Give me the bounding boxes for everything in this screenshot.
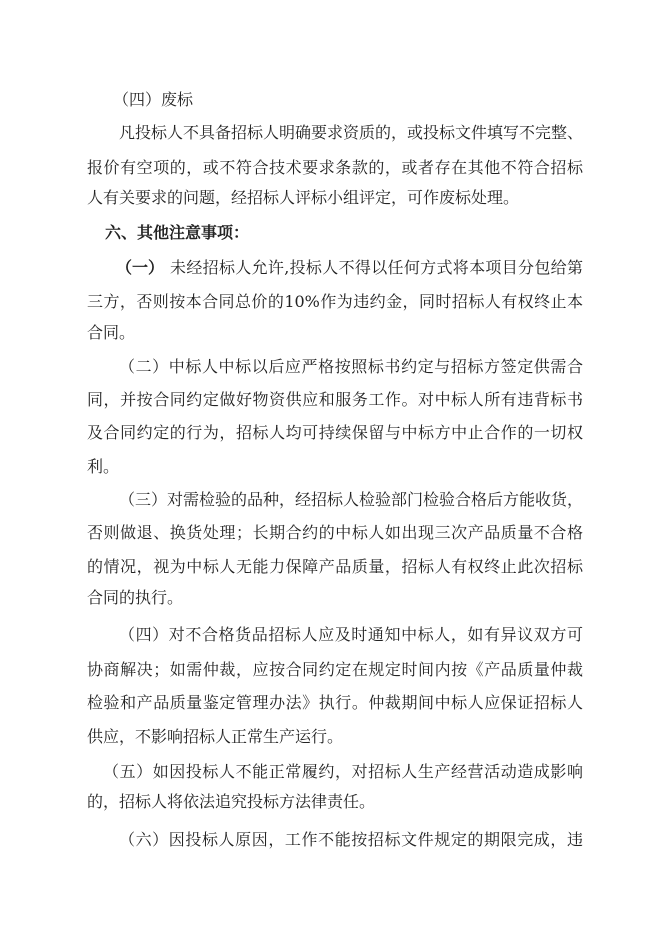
item-4-line: （四）对不合格货品招标人应及时通知中标人，如有异议双方可 [119,625,583,644]
item-1-line [116,258,583,278]
void-bid-body-line: 凡投标人不具备招标人明确要求资质的，或投标文件填写不完整、 [119,123,584,142]
section-six-heading-line: 六、其他注意事项： [105,223,250,242]
item-2-line: 同，并按合同约定做好物资供应和服务工作。对中标人所有违背标书 [87,390,583,409]
void-bid-body-line: 人有关要求的问题，经招标人评标小组评定，可作废标处理。 [87,188,520,207]
item-5-line: 的，招标人将依法追究投标方法律责任。 [87,792,376,811]
item-3-line: 否则做退、换货处理；长期合约的中标人如出现三次产品质量不合格 [87,523,583,542]
line-text: 未经招标人允许,投标人不得以任何方式将本项目分包给第 [170,258,583,277]
item-6-line: （六）因投标人原因，工作不能按招标文件规定的期限完成，违 [119,830,583,849]
item-5-line: （五）如因投标人不能正常履约，对招标人生产经营活动造成影响 [103,762,583,781]
item-3-line: 的情况，视为中标人无能力保障产品质量，招标人有权终止此次招标 [87,557,583,576]
void-bid-heading-line: （四）废标 [113,90,194,109]
item-2-line: （二）中标人中标以后应严格按照标书约定与招标方签定供需合 [119,357,583,376]
item-number: （一） [116,258,165,277]
void-bid-body-line: 报价有空项的，或不符合技术要求条款的，或者存在其他不符合招标 [87,158,583,177]
item-2-line: 利。 [87,457,120,476]
item-4-line: 检验和产品质量鉴定管理办法》执行。仲裁期间中标人应保证招标人 [87,693,583,712]
item-3-line: （三）对需检验的品种，经招标人检验部门检验合格后方能收货， [119,490,584,509]
item-4-line: 供应，不影响招标人正常生产运行。 [87,727,344,746]
item-3-line: 合同的执行。 [87,588,184,607]
item-1-line: 三方，否则按本合同总价的10%作为违约金，同时招标人有权终止本 [87,292,583,311]
item-2-line: 及合同约定的行为，招标人均可持续保留与中标方中止合作的一切权 [87,423,583,442]
item-1-line: 合同。 [87,323,136,342]
item-4-line: 协商解决；如需仲裁，应按合同约定在规定时间内按《产品质量仲裁 [87,660,583,679]
